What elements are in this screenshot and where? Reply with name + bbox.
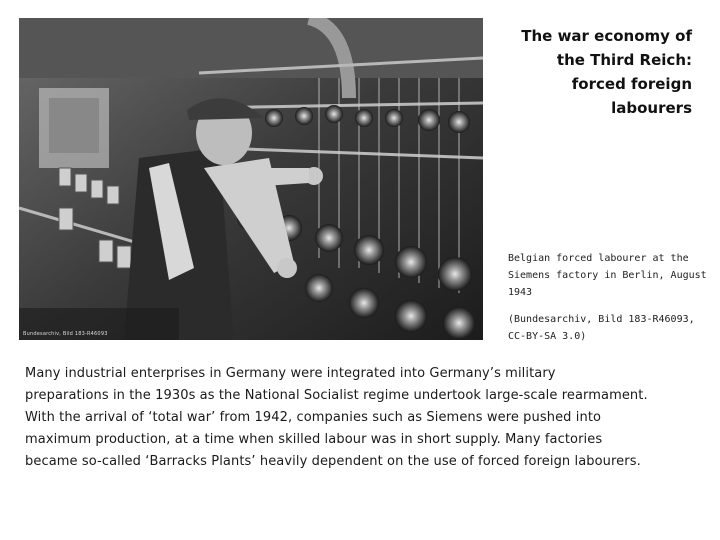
title-line: The war economy of (521, 27, 692, 45)
title-line: the Third Reich: (556, 51, 692, 69)
body-line: With the arrival of ‘total war’ from 1942, companies such as Siemens were pushed into (25, 410, 602, 425)
title-line: forced foreign (571, 75, 692, 93)
title-line: labourers (611, 99, 692, 117)
photo-caption (508, 250, 708, 355)
slide-title (482, 24, 692, 120)
body-line: preparations in the 1930s as the National Socialist regime undertook large-scale rearmament. (25, 388, 648, 403)
caption-source: (Bundesarchiv, Bild 183-R46093, CC-BY-SA 3.0) (508, 314, 695, 342)
factory-photo-illustration (19, 18, 483, 340)
body-paragraph (25, 363, 705, 473)
body-line: Many industrial enterprises in Germany were integrated into Germany’s military (25, 366, 556, 381)
photo-credit-mark: Bundesarchiv, Bild 183-R46093 (23, 331, 108, 337)
body-line: maximum production, at a time when skilled labour was in short supply. Many factories (25, 432, 603, 447)
body-line: became so-called ‘Barracks Plants’ heavily dependent on the use of forced foreign labourers. (25, 454, 641, 469)
historical-photo (19, 18, 483, 340)
caption-text: Belgian forced labourer at the Siemens factory in Berlin, August 1943 (508, 253, 707, 298)
